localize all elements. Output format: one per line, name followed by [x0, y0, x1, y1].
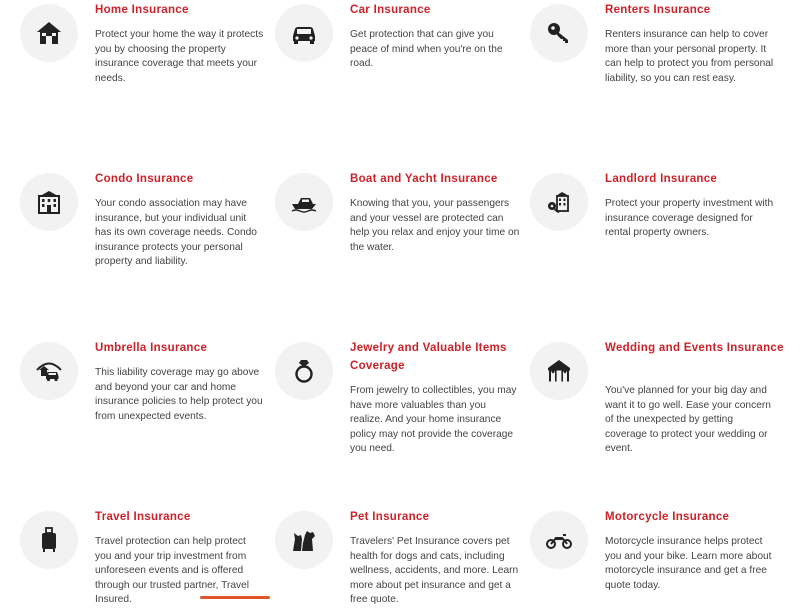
card-title[interactable]: Umbrella Insurance [95, 342, 208, 354]
key-icon [530, 4, 588, 62]
card-title[interactable]: Home Insurance [95, 4, 189, 16]
card-description: From jewelry to collectibles, you may have more valuables than you realize. And your home insurance policy may not provide the coverage you need. [350, 385, 517, 455]
car-icon [275, 4, 333, 62]
card-description: Knowing that you, your passengers and your vessel are protected can help you relax and enjoy your time on the water. [350, 198, 520, 253]
card-title[interactable]: Travel Insurance [95, 511, 191, 523]
cat-dog-icon [275, 511, 333, 569]
card-title[interactable]: Boat and Yacht Insurance [350, 173, 498, 185]
card-title[interactable]: Pet Insurance [350, 511, 430, 523]
card-description: Protect your property investment with insurance coverage designed for rental property owners. [605, 198, 774, 239]
house-icon [20, 4, 78, 62]
card-title[interactable]: Renters Insurance [605, 4, 711, 16]
suitcase-icon [20, 511, 78, 569]
tent-icon [530, 342, 588, 400]
card-title[interactable]: Motorcycle Insurance [605, 511, 730, 523]
card-description: Get protection that can give you peace of mind when you're on the road. [350, 29, 503, 70]
card-title[interactable]: Car Insurance [350, 4, 431, 16]
building-icon [20, 173, 78, 231]
card-description: Renters insurance can help to cover more than your personal property. It can help to protect you from personal liability, so you can rest easy. [605, 29, 774, 84]
card-title[interactable]: Landlord Insurance [605, 173, 718, 185]
card-title[interactable]: Condo Insurance [95, 173, 194, 185]
accent-line [200, 596, 270, 599]
card-description: Your condo association may have insurance, but your individual unit has its own coverage needs. Condo insurance protects your personal property and liability. [95, 198, 257, 268]
boat-icon [275, 173, 333, 231]
card-description: You've planned for your big day and want it to go well. Ease your concern of the unexpected by getting coverage to protect your wedding or event. [605, 385, 771, 455]
landlord-key-building-icon [530, 173, 588, 231]
motorcycle-icon [530, 511, 588, 569]
umbrella-house-car-icon [20, 342, 78, 400]
card-description: Travel protection can help protect you and your trip investment from unforeseen events and is offered through our trusted partner, Travel Insured. [95, 536, 250, 606]
card-title[interactable]: Wedding and Events Insurance [605, 342, 784, 354]
card-title[interactable]: Jewelry and Valuable Items Coverage [350, 342, 507, 372]
card-description: Protect your home the way it protects you by choosing the property insurance coverage that meets your needs. [95, 29, 264, 84]
card-description: This liability coverage may go above and beyond your car and home insurance policies to help protect you from unexpected events. [95, 367, 263, 422]
card-description: Travelers' Pet Insurance covers pet health for dogs and cats, including wellness, accidents, and more. Learn more about pet insurance and get a free quote. [350, 536, 519, 606]
ring-icon [275, 342, 333, 400]
card-description: Motorcycle insurance helps protect you and your bike. Learn more about motorcycle insurance and get a free quote today. [605, 536, 772, 591]
